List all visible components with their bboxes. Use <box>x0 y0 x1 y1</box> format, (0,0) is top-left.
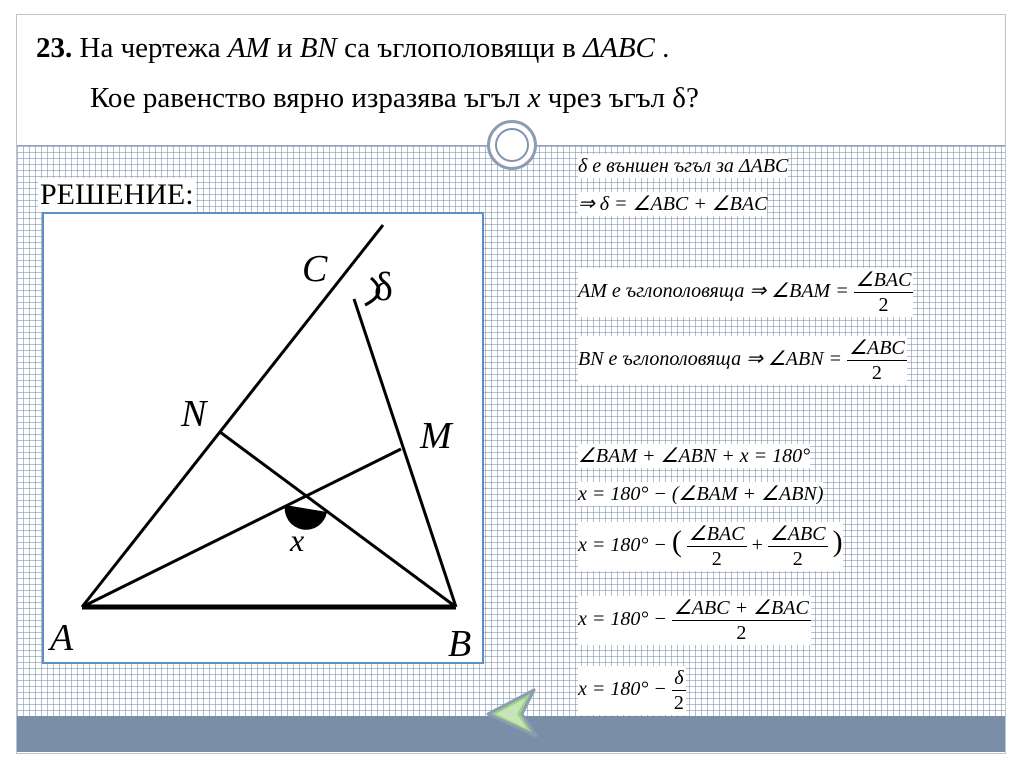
title-line2-text-1: Кое равенство вярно изразява ъгъл <box>90 82 521 114</box>
plus-sign: + <box>751 534 763 557</box>
label-c: C <box>302 248 328 290</box>
fraction-numerator: ∠ABC <box>769 523 826 545</box>
fraction-denominator: 2 <box>792 548 803 570</box>
fraction-angle-sum-half <box>672 596 811 645</box>
title-text-and: и <box>276 32 293 64</box>
title-text-1: На чертежа <box>79 32 221 64</box>
formula-x-step-3 <box>578 596 811 645</box>
formula-x-result <box>578 666 686 715</box>
formula-delta-sum: ⇒ δ = ∠ABC + ∠BAC <box>578 193 768 215</box>
fraction-abc-half <box>847 336 907 385</box>
title-end: . <box>662 32 670 64</box>
label-m: M <box>420 415 452 457</box>
title-variable-x: x <box>527 82 541 114</box>
formula-bisector-am <box>578 268 913 317</box>
formula-exterior-angle: δ е външен ъгъл за ΔABC <box>578 155 789 177</box>
problem-number: 23. <box>36 32 73 64</box>
fraction-denominator: 2 <box>711 548 722 570</box>
title-text-2: са ъглополовящи в <box>344 32 576 64</box>
label-delta: δ <box>374 264 393 309</box>
label-a: A <box>50 617 74 659</box>
problem-title-line-2 <box>90 82 699 115</box>
formula-bisector-bn <box>578 336 907 385</box>
formula-x-result-left: x = 180° − <box>578 678 667 701</box>
label-b: B <box>448 623 472 662</box>
formula-x-step-1: x = 180° − (∠BAM + ∠ABN) <box>578 483 824 505</box>
fraction-numerator: ∠ABC <box>849 337 905 359</box>
side-ac-extended <box>82 225 383 607</box>
fraction-delta-half <box>672 666 686 715</box>
formula-bisector-am-left: AM е ъглополовяща ⇒ ∠BAM = <box>578 280 849 303</box>
solution-label: РЕШЕНИЕ: <box>40 178 194 211</box>
fraction-denominator: 2 <box>871 362 882 384</box>
triangle-diagram-svg <box>44 214 482 662</box>
formula-x-step-2-left: x = 180° − <box>578 534 667 557</box>
title-segment-am: AM <box>227 32 270 64</box>
fraction-denominator: 2 <box>736 622 747 644</box>
fraction-bac-half <box>854 268 914 317</box>
fraction-denominator: 2 <box>673 692 684 714</box>
fraction-numerator: ∠BAC <box>688 523 745 545</box>
formula-bisector-bn-left: BN е ъглополовяща ⇒ ∠ABN = <box>578 348 843 371</box>
formula-x-step-3-left: x = 180° − <box>578 608 667 631</box>
title-segment-bn: BN <box>299 32 337 64</box>
problem-title-line-1 <box>36 32 669 65</box>
triangle-diagram <box>42 212 484 664</box>
bisector-am <box>82 449 401 607</box>
label-n: N <box>181 393 207 435</box>
back-arrow-icon[interactable] <box>486 688 540 740</box>
paren-close: ) <box>832 525 843 559</box>
fraction-numerator: δ <box>672 666 686 691</box>
title-line2-text-2: чрез ъгъл δ? <box>547 82 699 114</box>
title-triangle: ΔABC <box>583 32 655 64</box>
fraction-denominator: 2 <box>878 294 889 316</box>
formula-x-step-2 <box>578 522 843 571</box>
fraction-abc-half <box>768 522 828 571</box>
fraction-numerator: ∠BAC <box>855 269 912 291</box>
paren-open: ( <box>671 525 682 559</box>
formula-triangle-sum: ∠BAM + ∠ABN + x = 180° <box>578 445 811 467</box>
circle-ornament-icon <box>487 120 537 170</box>
fraction-numerator: ∠ABC + ∠BAC <box>673 597 809 619</box>
label-x: x <box>290 522 305 558</box>
fraction-bac-half <box>687 522 747 571</box>
